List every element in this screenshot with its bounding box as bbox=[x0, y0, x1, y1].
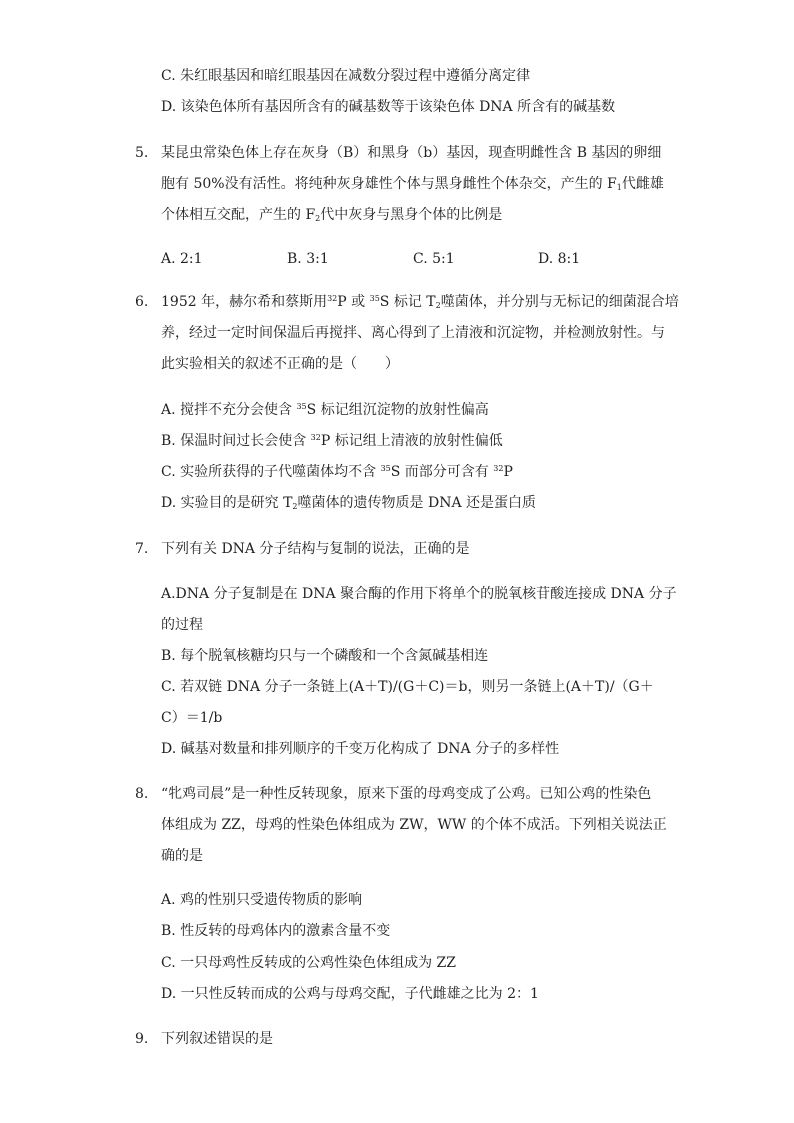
q6-line1-part3: S 标记 T bbox=[379, 294, 436, 310]
q5-stem-line3-text: 个体相互交配，产生的 F bbox=[161, 207, 316, 223]
q6-opt-a-part1: A. 搅拌不充分会使含 bbox=[161, 402, 293, 418]
q7-option-b: B. 每个脱氧核糖均只与一个磷酸和一个含氮碱基相连 bbox=[161, 648, 489, 664]
q8-stem-line1: “牝鸡司晨”是一种性反转现象，原来下蛋的母鸡变成了公鸡。已知公鸡的性染色 bbox=[161, 786, 652, 802]
q5-option-c: C. 5:1 bbox=[413, 251, 455, 267]
q7-number: 7. bbox=[135, 541, 149, 557]
q6-sub-2: 2 bbox=[435, 301, 441, 310]
q6-sup-35: 35 bbox=[369, 294, 380, 303]
q6-opt-c-part1: C. 实验所获得的子代噬菌体均不含 bbox=[161, 464, 377, 480]
q6-option-a bbox=[161, 400, 489, 420]
q5-stem-line1: 某昆虫常染色体上存在灰身（B）和黑身（b）基因，现查明雌性含 B 基因的卵细 bbox=[161, 145, 662, 161]
q8-option-c: C. 一只母鸡性反转成的公鸡性染色体组成为 ZZ bbox=[161, 955, 457, 971]
q7-option-c-line1: C. 若双链 DNA 分子一条链上(A＋T)/(G＋C)＝b，则另一条链上(A＋T)/（G＋ bbox=[161, 679, 654, 695]
q6-opt-c-sup2: 32 bbox=[493, 464, 504, 473]
q9-stem: 下列叙述错误的是 bbox=[161, 1031, 273, 1047]
q5-stem-line2-end: 代雌雄 bbox=[621, 176, 664, 192]
q6-line1-part2: P 或 bbox=[337, 294, 366, 310]
q6-line1-part4: 噬菌体，并分别与无标记的细菌混合培 bbox=[440, 294, 679, 310]
q6-stem-line1 bbox=[161, 292, 679, 312]
q8-option-a: A. 鸡的性别只受遗传物质的影响 bbox=[161, 892, 363, 908]
q4-option-d: D. 该染色体所有基因所含有的碱基数等于该染色体 DNA 所含有的碱基数 bbox=[161, 99, 616, 115]
q6-number: 6. bbox=[135, 294, 149, 310]
q6-opt-a-part2: S 标记组沉淀物的放射性偏高 bbox=[306, 402, 489, 418]
q9-number: 9. bbox=[135, 1031, 149, 1047]
q7-option-c-line2: C）＝1/b bbox=[161, 710, 223, 726]
q6-stem-line3: 此实验相关的叙述不正确的是（ ） bbox=[161, 356, 399, 372]
q6-sup-32: 32 bbox=[327, 294, 338, 303]
q5-option-a: A. 2:1 bbox=[161, 251, 203, 267]
q5-subscript-1: 1 bbox=[616, 183, 622, 192]
q6-opt-a-sup: 35 bbox=[296, 402, 307, 411]
q6-option-d bbox=[161, 493, 536, 513]
q7-option-a-line1: A.DNA 分子复制是在 DNA 聚合酶的作用下将单个的脱氧核苷酸连接成 DNA 分子 bbox=[161, 586, 677, 602]
q6-opt-b-part2: P 标记组上清液的放射性偏低 bbox=[320, 433, 503, 449]
q5-subscript-2: 2 bbox=[315, 214, 321, 223]
q7-option-a-line2: 的过程 bbox=[161, 617, 203, 633]
q5-stem-line2 bbox=[161, 174, 664, 194]
q6-opt-c-part2: S 而部分可含有 bbox=[390, 464, 489, 480]
q6-stem-line2: 养，经过一定时间保温后再搅拌、离心得到了上清液和沉淀物，并检测放射性。与 bbox=[161, 325, 665, 341]
q8-stem-line3: 确的是 bbox=[161, 848, 203, 864]
q5-stem-line3-end: 代中灰身与黑身个体的比例是 bbox=[320, 207, 503, 223]
q6-opt-c-part3: P bbox=[503, 464, 513, 480]
q6-opt-b-sup: 32 bbox=[310, 433, 321, 442]
q8-number: 8. bbox=[135, 786, 149, 802]
q8-option-d: D. 一只性反转而成的公鸡与母鸡交配，子代雌雄之比为 2：1 bbox=[161, 986, 539, 1002]
q8-stem-line2: 体组成为 ZZ，母鸡的性染色体组成为 ZW，WW 的个体不成活。下列相关说法正 bbox=[161, 817, 667, 833]
q6-option-b bbox=[161, 431, 503, 451]
q5-stem-line2-text: 胞有 50%没有活性。将纯种灰身雄性个体与黑身雌性个体杂交，产生的 F bbox=[161, 176, 617, 192]
q5-option-d: D. 8:1 bbox=[538, 251, 581, 267]
q6-option-c bbox=[161, 462, 513, 482]
q5-number: 5. bbox=[135, 145, 149, 161]
q6-opt-b-part1: B. 保温时间过长会使含 bbox=[161, 433, 307, 449]
q6-opt-d-part2: 噬菌体的遗传物质是 DNA 还是蛋白质 bbox=[297, 495, 537, 511]
q8-option-b: B. 性反转的母鸡体内的激素含量不变 bbox=[161, 923, 391, 939]
q6-opt-d-sub: 2 bbox=[292, 502, 298, 511]
q6-opt-d-part1: D. 实验目的是研究 T bbox=[161, 495, 293, 511]
q4-option-c: C. 朱红眼基因和暗红眼基因在减数分裂过程中遵循分离定律 bbox=[161, 68, 531, 84]
q5-stem-line3 bbox=[161, 205, 502, 225]
q5-option-b: B. 3:1 bbox=[287, 251, 329, 267]
q6-line1-part1: 1952 年，赫尔希和蔡斯用 bbox=[161, 294, 328, 310]
q7-stem: 下列有关 DNA 分子结构与复制的说法，正确的是 bbox=[161, 541, 470, 557]
q6-opt-c-sup1: 35 bbox=[380, 464, 391, 473]
q7-option-d: D. 碱基对数量和排列顺序的千变万化构成了 DNA 分子的多样性 bbox=[161, 741, 560, 757]
